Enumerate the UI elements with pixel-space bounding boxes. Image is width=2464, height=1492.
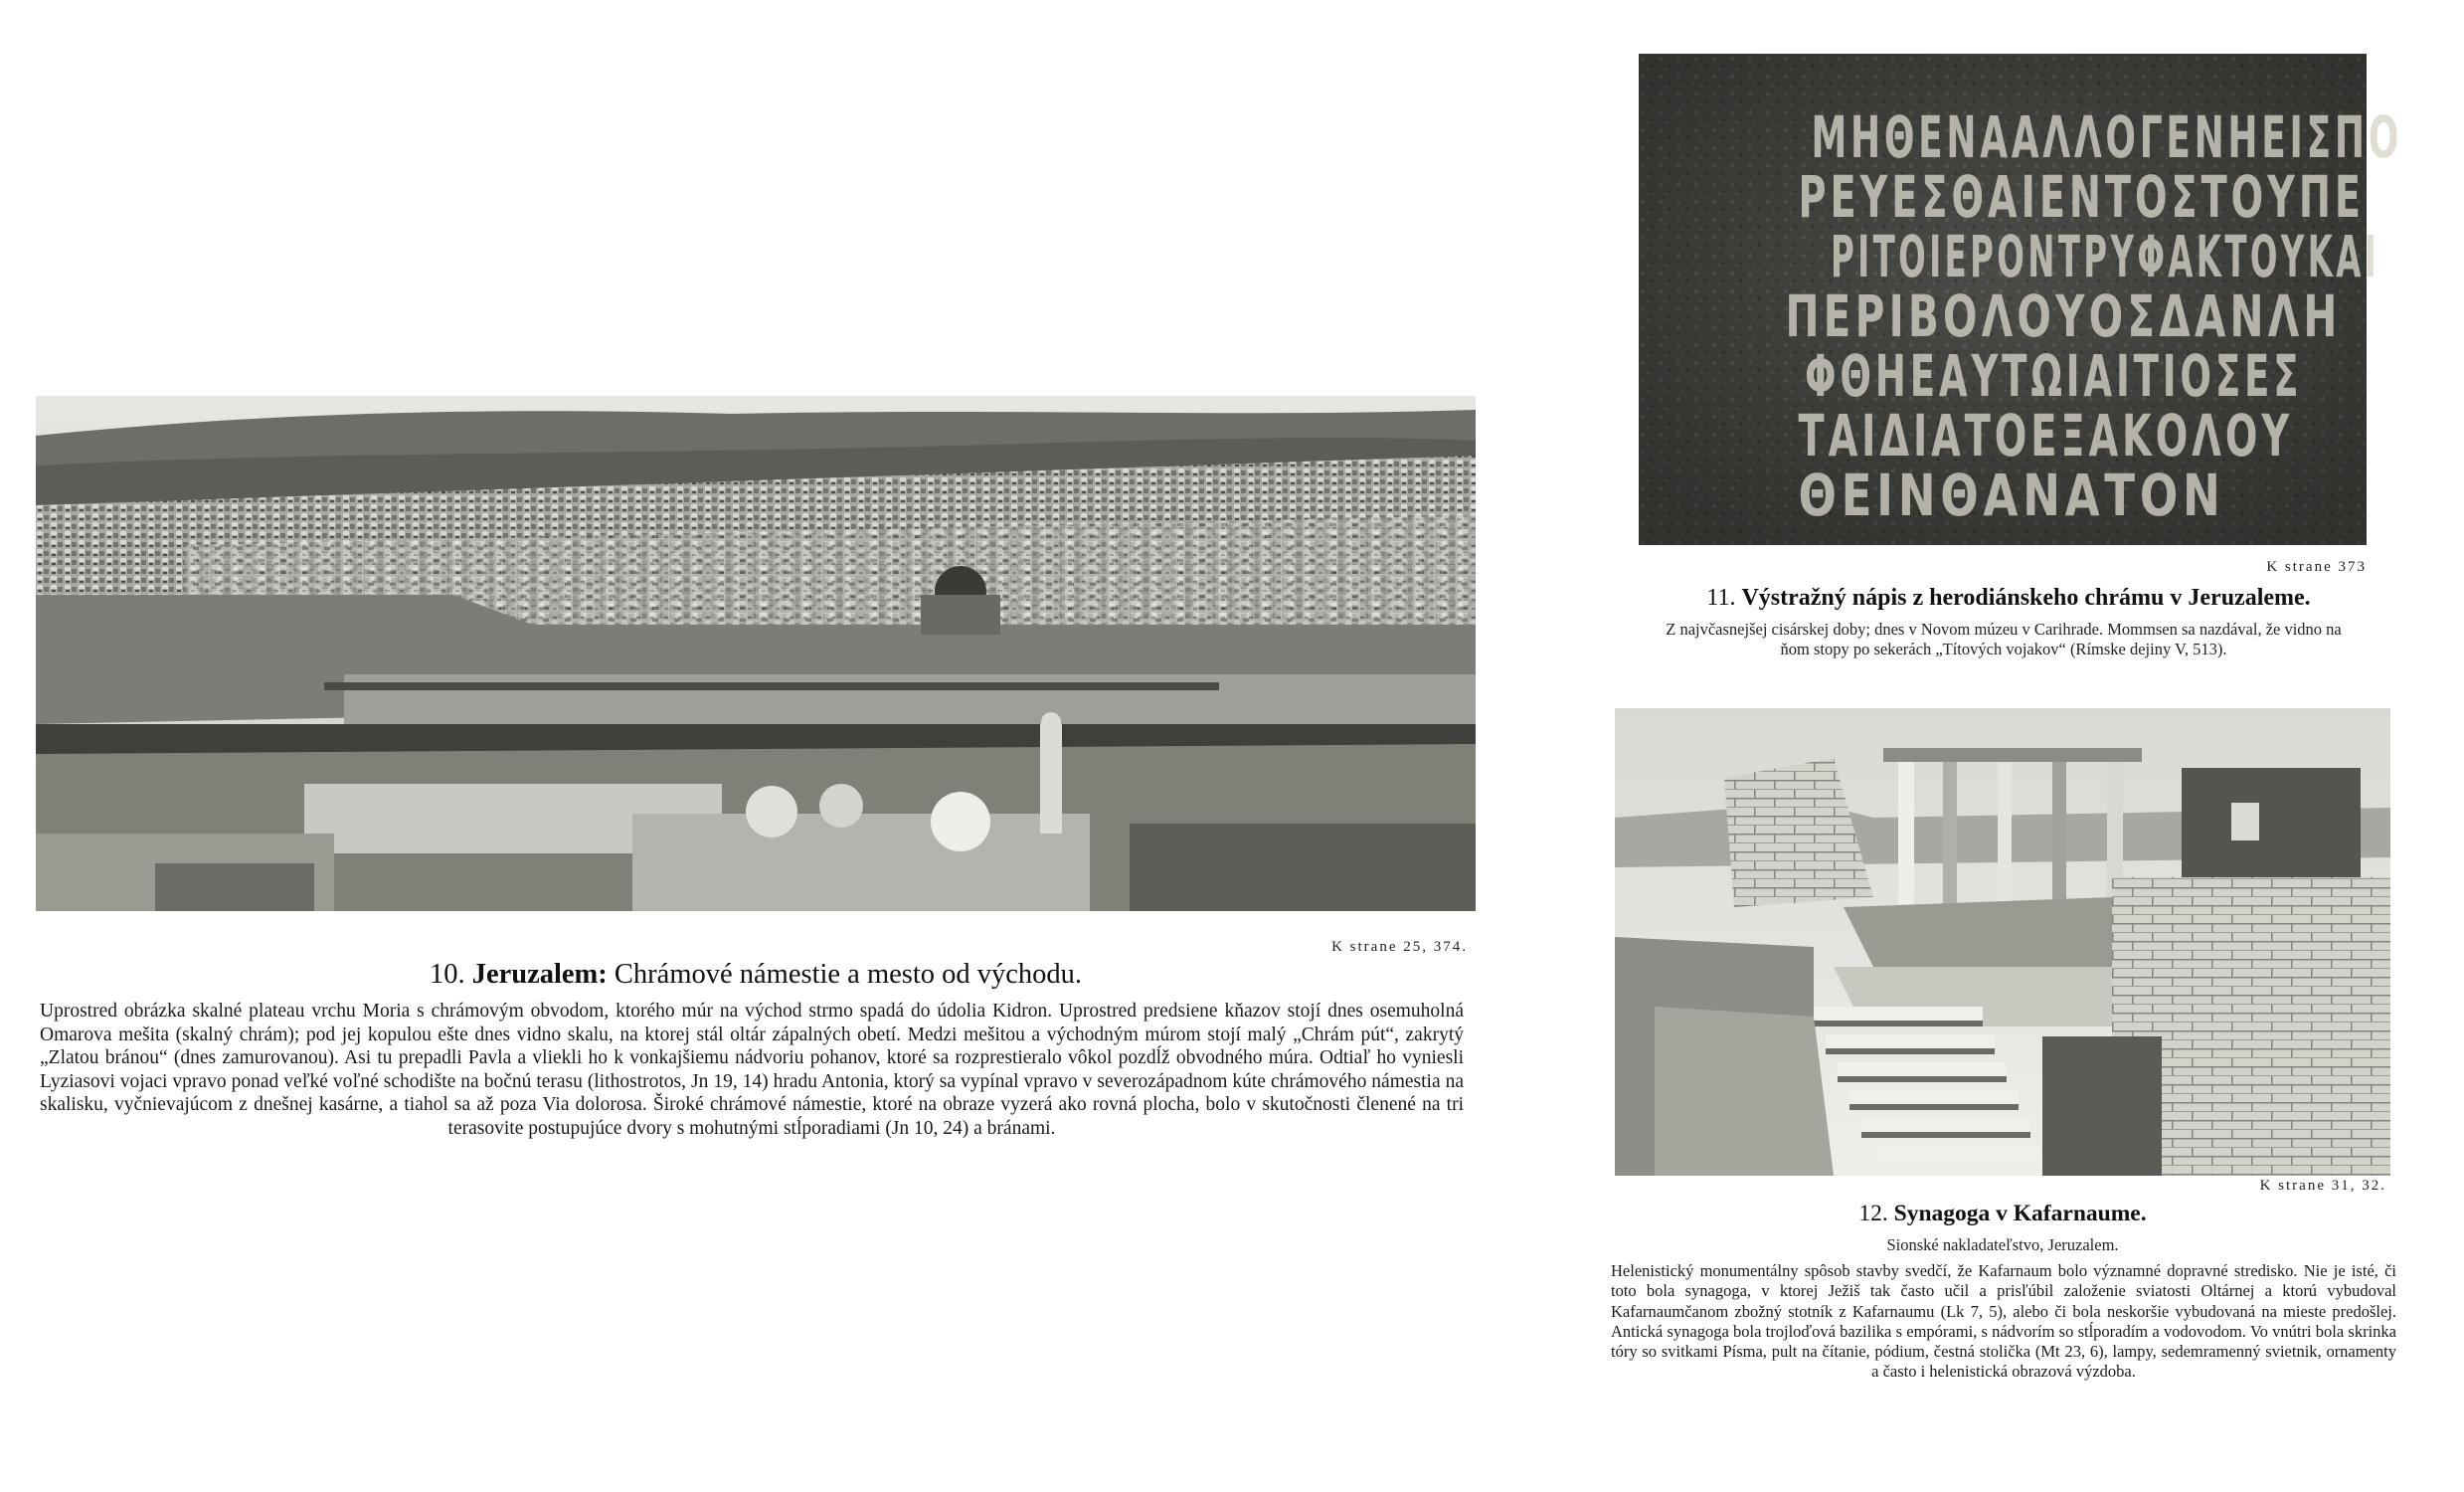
inscription-line: ΡΕΥΕΣΘΑΙΕΝΤΟΣΤΟΥΠΕ [1798,163,2365,231]
inscription-line: ΠΕΡΙΒΟΛΟΥΟΣΔΑΝΛΗ [1785,282,2342,350]
fig12-number: 12. [1858,1201,1888,1226]
inscription-line: ΦΘΗΕΑΥΤΩΙΑΙΤΙΟΣΕΣ [1805,342,2303,410]
inscription-line: ΤΑΙΔΙΑΤΟΕΞΑΚΟΛΟΥ [1798,402,2294,469]
fig12-credit: Sionské nakladateľstvo, Jeruzalem. [1886,1235,2119,1254]
inscription-line: ΜΗΘΕΝΑΑΛΛΟΓΕΝΗΕΙΣΠΟ [1811,103,2403,171]
fig10-page-reference: K strane 25, 374. [1331,939,1468,955]
fig11-caption-title [1611,585,2406,612]
fig10-title: Chrámové námestie a mesto od východu. [614,959,1083,990]
fig12-page-reference: K strane 31, 32. [2259,1178,2386,1194]
fig11-number: 11. [1706,585,1736,611]
warning-inscription-photo [1639,54,2403,545]
inscription-line: ΡΙΤΟΙΕΡΟΝΤΡΥΦΑΚΤΟΥΚΑΙ [1831,223,2380,290]
fig10-description: Uprostred obrázka skalné plateau vrchu Moria s chrámovým obvodom, ktorého múr na východ strmo spadá do údolia Kidron. Uprostred predsiene kňazov stojí dnes osemuholná Omarova mešita (skalný chrám); pod jej kopulou ešte dnes vidno skalu, na ktorej stál oltár zápalných obetí. Medzi mešitou a východným múrom stojí malý „Chrám pút“, zakrytý „Zlatou bránou“ (dnes zamurovanou). Asi tu prepadli Pavla a vliekli ho k vonkajšiemu nádvoriu pohanov, ktoré sa rozprestieralo vôkol pozdĺž obvodného múra. Odtiaľ ho vyniesli Lyziasovi vojaci vpravo ponad veľké voľné schodište na bočnú terasu (lithostrotos, Jn 19, 14) hradu Antonia, ktorý sa vypínal vpravo v severozápadnom kúte chrámového námestia na skalisku, vyčnievajúcom z dnešnej kasárne, a tiahol sa až poza Via dolorosa. Široké chrámové námestie, ktoré na obraze vyzerá ako rovná plocha, bolo v skutočnosti členené na tri terasovite postupujúce dvory s mohutnými stĺporadiami (Jn 10, 24) a bránami. [40,1001,1464,1139]
inscription-line: ΘΕΙΝΘΑΝΑΤΟΝ [1798,462,2225,529]
fig12-title: Synagoga v Kafarnaume. [1893,1201,2147,1226]
fig12-description: Helenistický monumentálny spôsob stavby svedčí, že Kafarnaum bolo významné dopravné stredisko. Nie je isté, či toto bola synagoga, v ktorej Ježiš tak často učil a prisľúbil založenie sviatosti Oltárnej a ktorú vybudoval Kafarnaumčanom zbožný stotník z Kafarnaumu (Lk 7, 5), alebo či bola neskoršie vybudovaná na mieste predošlej. Antická synagoga bola trojloďová bazilika s empórami, s nádvorím so stĺporadím a vodovodom. Vo vnútri bola skrinka tóry so svitkami Písma, pult na čítanie, pódium, čestná stolička (Mt 23, 6), lampy, sedemramenný svietnik, ornamenty a často i helenistická obrazová výzdoba. [1611,1261,2396,1382]
fig11-description: Z najvčasnejšej cisárskej doby; dnes v Novom múzeu v Carihrade. Mommsen sa nazdával, že vidno na ňom stopy po sekerách „Títových vojakov“ (Rímske dejiny V, 513). [1666,620,2342,658]
capernaum-synagogue-photo [1615,708,2390,1176]
fig11-title: Výstražný nápis z herodiánskeho chrámu v Jeruzaleme. [1741,585,2311,611]
fig10-caption-title [36,959,1476,991]
fig12-caption-title [1615,1201,2390,1227]
fig11-page-reference: K strane 373 [2266,559,2367,575]
fig10-number: 10. [429,959,465,990]
inscription-text-block [1688,103,2403,529]
jerusalem-panorama-photo [36,396,1476,911]
fig10-place: Jeruzalem: [471,959,608,990]
